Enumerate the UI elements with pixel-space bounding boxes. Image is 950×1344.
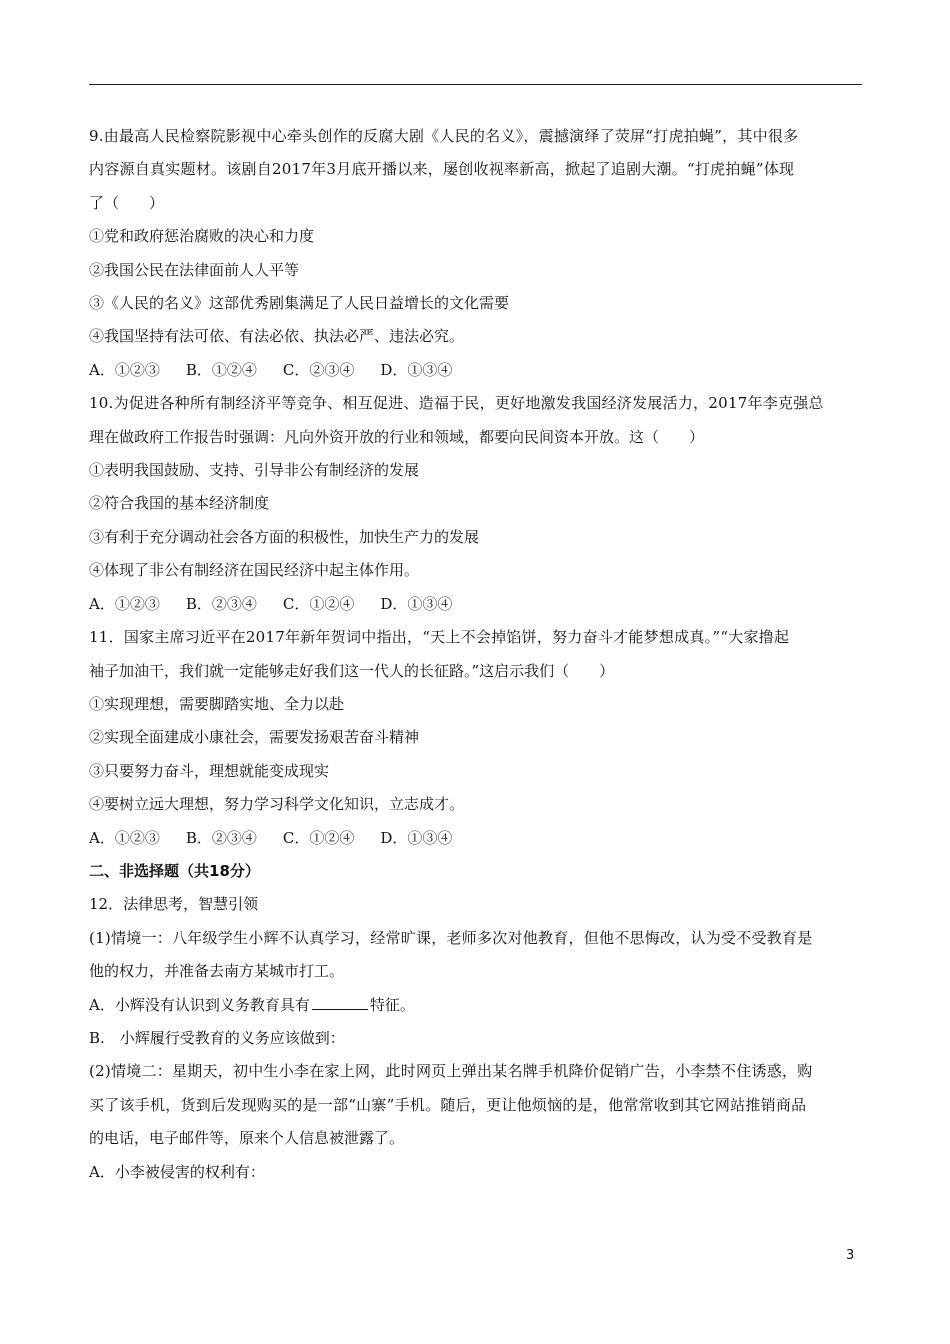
question-10 (89, 387, 862, 621)
statement-item: ①实现理想，需要脚踏实地、全力以赴 (89, 694, 345, 713)
question-stem-line: 了（ ） (89, 193, 165, 212)
sub-question-text: A．小辉没有认识到义务教育具有 (89, 995, 310, 1014)
answer-options (89, 588, 862, 621)
answer-options (89, 822, 862, 855)
statement-item: ②符合我国的基本经济制度 (89, 494, 270, 513)
statement-item: ④我国坚持有法可依、有法必依、执法必严、违法必究。 (89, 327, 465, 346)
page-number: 3 (846, 1248, 855, 1263)
question-stem-line: 袖子加油干，我们就一定能够走好我们这一代人的长征路。”这启示我们（ ） (89, 661, 615, 680)
scenario-line: (2)情境二：星期天，初中生小李在家上网，此时网页上弹出某名牌手机降价促销广告，小李禁不住诱惑，购 (89, 1062, 813, 1081)
statement-item: ③有利于充分调动社会各方面的积极性，加快生产力的发展 (89, 527, 480, 546)
section-heading: 二、非选择题（共18分） (89, 861, 260, 880)
question-stem-line: 内容源自真实题材。该剧自2017年3月底开播以来，屡创收视率新高，掀起了追剧大潮。“打虎拍蝇”体现 (89, 160, 795, 179)
scenario-line: 的电话，电子邮件等，原来个人信息被泄露了。 (89, 1129, 405, 1148)
statement-item: ②实现全面建成小康社会，需要发扬艰苦奋斗精神 (89, 728, 420, 747)
scenario-line: (1)情境一：八年级学生小辉不认真学习，经常旷课，老师多次对他教育，但他不思悔改，认为受不受教育是 (89, 928, 813, 947)
option-b: B．②③④ (185, 594, 257, 613)
sub-question-a: A．小李被侵害的权利有： (89, 1162, 265, 1181)
scenario-line: 买了该手机，货到后发现购买的是一部“山寨”手机。随后，更让他烦恼的是，他常常收到其它网站推销商品 (89, 1095, 807, 1114)
option-c: C．②③④ (282, 360, 355, 379)
option-d: D．①③④ (380, 828, 453, 847)
option-c: C．①②④ (282, 594, 355, 613)
sub-question-b: B. 小辉履行受教育的义务应该做到： (89, 1028, 345, 1047)
scenario-line: 他的权力，并准备去南方某城市打工。 (89, 962, 345, 981)
question-9 (89, 120, 862, 387)
option-b: B．②③④ (185, 828, 257, 847)
answer-options (89, 354, 862, 387)
statement-item: ③只要努力奋斗，理想就能变成现实 (89, 761, 330, 780)
option-a: A．①②③ (89, 360, 160, 379)
header-rule (89, 84, 862, 85)
statement-item: ④要树立远大理想，努力学习科学文化知识，立志成才。 (89, 795, 465, 814)
question-stem-line: 10.为促进各种所有制经济平等竞争、相互促进、造福于民，更好地激发我国经济发展活力，2017年李克强总 (89, 394, 824, 413)
statement-item: ②我国公民在法律面前人人平等 (89, 260, 300, 279)
option-d: D．①③④ (380, 360, 453, 379)
question-title: 12．法律思考，智慧引领 (89, 895, 259, 914)
statement-item: ③《人民的名义》这部优秀剧集满足了人民日益增长的文化需要 (89, 294, 510, 313)
exam-page-body (89, 120, 862, 1189)
question-stem-line: 11．国家主席习近平在2017年新年贺词中指出，“天上不会掉馅饼，努力奋斗才能梦想成真。”“大家撸起 (89, 628, 790, 647)
option-d: D．①③④ (380, 594, 453, 613)
statement-item: ①党和政府惩治腐败的决心和力度 (89, 227, 315, 246)
sub-question-text: 特征。 (369, 995, 415, 1014)
answer-blank[interactable] (312, 993, 368, 1010)
question-stem-line: 9.由最高人民检察院影视中心牵头创作的反腐大剧《人民的名义》，震撼演绎了荧屏“打虎拍蝇”，其中很多 (89, 127, 799, 145)
question-stem-line: 理在做政府工作报告时强调：凡向外资开放的行业和领域，都要向民间资本开放。这（ ） (89, 427, 705, 446)
option-b: B．①②④ (185, 360, 257, 379)
statement-item: ①表明我国鼓励、支持、引导非公有制经济的发展 (89, 461, 420, 480)
statement-item: ④体现了非公有制经济在国民经济中起主体作用。 (89, 561, 420, 580)
option-a: A．①②③ (89, 594, 160, 613)
sub-question-a (89, 989, 862, 1022)
question-12 (89, 888, 862, 1189)
question-11 (89, 621, 862, 855)
option-c: C．①②④ (282, 828, 355, 847)
option-a: A．①②③ (89, 828, 160, 847)
